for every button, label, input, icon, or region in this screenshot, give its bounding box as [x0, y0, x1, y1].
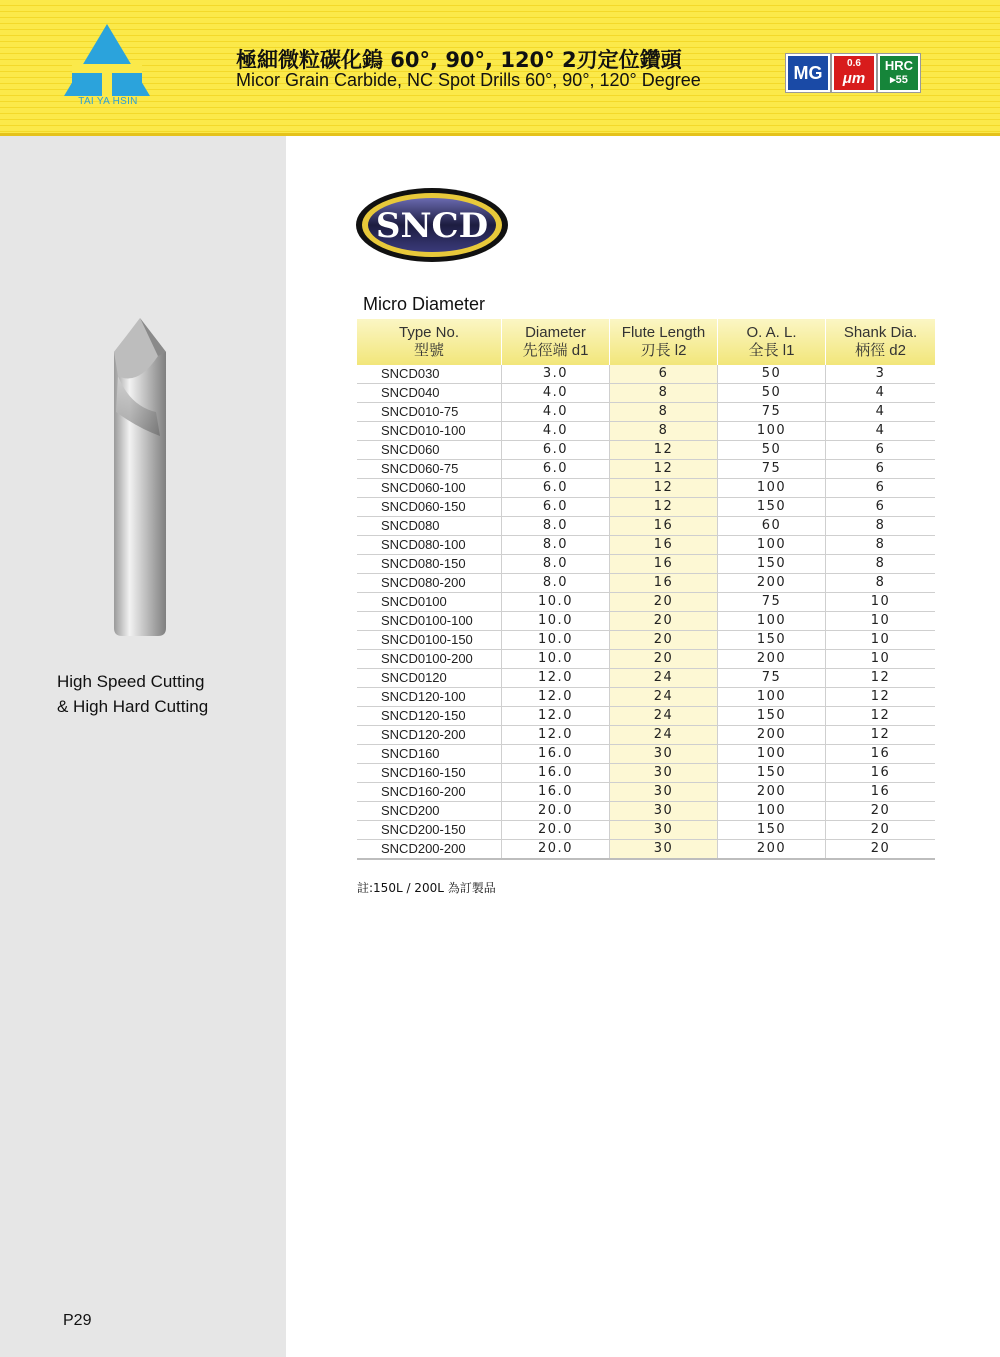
cell-oal: 100 [718, 479, 826, 498]
cell-diameter: 8.0 [502, 574, 610, 593]
table-row [357, 669, 935, 688]
cell-diameter: 12.0 [502, 669, 610, 688]
cell-shank: 16 [826, 783, 936, 802]
cell-oal: 100 [718, 422, 826, 441]
cell-oal: 50 [718, 441, 826, 460]
cell-shank: 8 [826, 536, 936, 555]
header-diameter-zh: 先徑端 d1 [522, 342, 589, 359]
header-type-zh: 型號 [413, 342, 444, 359]
cell-flute: 24 [610, 688, 718, 707]
cell-shank: 8 [826, 574, 936, 593]
cell-flute: 12 [610, 479, 718, 498]
footnote: 註:150L / 200L 為訂製品 [357, 881, 496, 895]
cell-shank: 6 [826, 460, 936, 479]
page-number: P29 [63, 1312, 92, 1329]
cell-type: SNCD060-100 [357, 479, 502, 498]
cell-shank: 20 [826, 802, 936, 821]
cell-flute: 16 [610, 574, 718, 593]
cell-oal: 100 [718, 745, 826, 764]
cell-flute: 24 [610, 726, 718, 745]
cell-type: SNCD0100-200 [357, 650, 502, 669]
cell-diameter: 4.0 [502, 403, 610, 422]
cell-oal: 75 [718, 593, 826, 612]
cell-diameter: 4.0 [502, 384, 610, 403]
cell-flute: 16 [610, 536, 718, 555]
header-type-en: Type No. [398, 324, 460, 341]
table-row [357, 840, 935, 860]
header-shank-en: Shank Dia. [843, 324, 918, 341]
cell-shank: 8 [826, 555, 936, 574]
cell-diameter: 4.0 [502, 422, 610, 441]
table-row [357, 745, 935, 764]
table-row [357, 593, 935, 612]
cell-type: SNCD040 [357, 384, 502, 403]
cell-oal: 100 [718, 802, 826, 821]
cell-diameter: 10.0 [502, 612, 610, 631]
cell-flute: 30 [610, 802, 718, 821]
cell-diameter: 6.0 [502, 441, 610, 460]
cell-diameter: 20.0 [502, 802, 610, 821]
cell-shank: 12 [826, 707, 936, 726]
cell-type: SNCD200 [357, 802, 502, 821]
table-row [357, 384, 935, 403]
header-oal [718, 319, 826, 365]
cell-oal: 150 [718, 555, 826, 574]
header-shank-zh: 柄徑 d2 [855, 342, 906, 359]
table-row [357, 365, 935, 384]
cell-type: SNCD120-200 [357, 726, 502, 745]
cell-flute: 12 [610, 460, 718, 479]
sncd-emblem [354, 186, 510, 264]
cell-shank: 10 [826, 593, 936, 612]
hrc-label: HRC [884, 58, 914, 73]
cell-oal: 60 [718, 517, 826, 536]
table-row [357, 650, 935, 669]
cell-oal: 50 [718, 365, 826, 384]
cell-shank: 3 [826, 365, 936, 384]
table-row [357, 517, 935, 536]
cell-type: SNCD010-75 [357, 403, 502, 422]
cell-flute: 20 [610, 612, 718, 631]
feature-line-2: & High Hard Cutting [57, 697, 209, 716]
table-row [357, 821, 935, 840]
cell-flute: 16 [610, 555, 718, 574]
table-row [357, 726, 935, 745]
table-row [357, 764, 935, 783]
cell-shank: 12 [826, 688, 936, 707]
cell-type: SNCD120-150 [357, 707, 502, 726]
cell-flute: 20 [610, 631, 718, 650]
cell-type: SNCD080-200 [357, 574, 502, 593]
cell-diameter: 10.0 [502, 631, 610, 650]
table-row [357, 802, 935, 821]
cell-type: SNCD160 [357, 745, 502, 764]
cell-type: SNCD060-150 [357, 498, 502, 517]
table-row [357, 688, 935, 707]
cell-flute: 30 [610, 840, 718, 860]
header-flute-zh: 刃長 l2 [640, 342, 687, 359]
spec-table [357, 319, 935, 860]
cell-flute: 8 [610, 422, 718, 441]
cell-diameter: 16.0 [502, 764, 610, 783]
grain-size-value: 0.6 [847, 58, 861, 69]
cell-diameter: 6.0 [502, 460, 610, 479]
emblem-text: SNCD [375, 206, 489, 246]
cell-oal: 75 [718, 403, 826, 422]
cell-flute: 30 [610, 821, 718, 840]
table-header-row [357, 319, 935, 365]
mg-badge: MG [786, 54, 830, 92]
cell-flute: 30 [610, 764, 718, 783]
cell-type: SNCD030 [357, 365, 502, 384]
table-row [357, 783, 935, 802]
cell-shank: 12 [826, 726, 936, 745]
cell-diameter: 20.0 [502, 821, 610, 840]
cell-flute: 30 [610, 745, 718, 764]
cell-shank: 16 [826, 745, 936, 764]
table-row [357, 460, 935, 479]
header-flute [610, 319, 718, 365]
cell-flute: 20 [610, 593, 718, 612]
cell-type: SNCD080 [357, 517, 502, 536]
cell-oal: 150 [718, 821, 826, 840]
header-diameter-en: Diameter [525, 324, 586, 341]
cell-flute: 16 [610, 517, 718, 536]
cell-diameter: 16.0 [502, 745, 610, 764]
cell-shank: 4 [826, 422, 936, 441]
cell-diameter: 6.0 [502, 479, 610, 498]
cell-flute: 8 [610, 384, 718, 403]
cell-oal: 150 [718, 707, 826, 726]
grain-size-unit: μm [842, 70, 866, 87]
cell-oal: 200 [718, 574, 826, 593]
cell-flute: 24 [610, 669, 718, 688]
table-row [357, 707, 935, 726]
cell-shank: 16 [826, 764, 936, 783]
cell-shank: 4 [826, 384, 936, 403]
cell-oal: 150 [718, 764, 826, 783]
cell-diameter: 8.0 [502, 517, 610, 536]
table-row [357, 612, 935, 631]
cell-oal: 75 [718, 669, 826, 688]
cell-type: SNCD010-100 [357, 422, 502, 441]
header-flute-en: Flute Length [621, 324, 706, 341]
cell-type: SNCD060-75 [357, 460, 502, 479]
cell-flute: 20 [610, 650, 718, 669]
header-oal-en: O. A. L. [746, 324, 797, 341]
cell-diameter: 6.0 [502, 498, 610, 517]
page-title-english: Micor Grain Carbide, NC Spot Drills 60°, 90°, 120° Degree [236, 70, 701, 90]
cell-type: SNCD200-150 [357, 821, 502, 840]
hrc-badge [878, 54, 920, 92]
cell-oal: 150 [718, 498, 826, 517]
cell-type: SNCD200-200 [357, 840, 502, 860]
table-row [357, 574, 935, 593]
table-row [357, 422, 935, 441]
cell-shank: 12 [826, 669, 936, 688]
cell-oal: 75 [718, 460, 826, 479]
cell-type: SNCD080-100 [357, 536, 502, 555]
table-row [357, 631, 935, 650]
cell-shank: 8 [826, 517, 936, 536]
page-title-chinese: 極細微粒碳化鎢 60°, 90°, 120° 2刃定位鑽頭 [236, 48, 682, 72]
cell-shank: 6 [826, 441, 936, 460]
cell-oal: 100 [718, 612, 826, 631]
cell-type: SNCD060 [357, 441, 502, 460]
cell-flute: 12 [610, 498, 718, 517]
cell-diameter: 12.0 [502, 707, 610, 726]
hrc-value: ▸55 [890, 74, 908, 86]
cell-type: SNCD0100-150 [357, 631, 502, 650]
table-body [357, 365, 935, 859]
cell-oal: 150 [718, 631, 826, 650]
cell-diameter: 3.0 [502, 365, 610, 384]
cell-oal: 50 [718, 384, 826, 403]
cell-type: SNCD0120 [357, 669, 502, 688]
cell-flute: 24 [610, 707, 718, 726]
cell-flute: 12 [610, 441, 718, 460]
cell-oal: 100 [718, 536, 826, 555]
cell-diameter: 8.0 [502, 555, 610, 574]
cell-shank: 10 [826, 650, 936, 669]
cell-flute: 30 [610, 783, 718, 802]
feature-text [57, 669, 208, 719]
cell-shank: 20 [826, 840, 936, 860]
cell-oal: 200 [718, 650, 826, 669]
cell-diameter: 12.0 [502, 688, 610, 707]
grain-size-badge [832, 54, 876, 92]
cell-flute: 6 [610, 365, 718, 384]
cell-shank: 4 [826, 403, 936, 422]
cell-diameter: 10.0 [502, 650, 610, 669]
feature-line-1: High Speed Cutting [57, 672, 205, 691]
cell-oal: 200 [718, 783, 826, 802]
table-row [357, 498, 935, 517]
cell-shank: 6 [826, 498, 936, 517]
table-row [357, 555, 935, 574]
cell-shank: 10 [826, 631, 936, 650]
header-type [357, 319, 502, 365]
cell-type: SNCD160-200 [357, 783, 502, 802]
cell-type: SNCD0100-100 [357, 612, 502, 631]
cell-type: SNCD0100 [357, 593, 502, 612]
table-row [357, 536, 935, 555]
cell-flute: 8 [610, 403, 718, 422]
cell-oal: 200 [718, 726, 826, 745]
header-shank [826, 319, 936, 365]
table-row [357, 479, 935, 498]
table-row [357, 441, 935, 460]
header-diameter [502, 319, 610, 365]
spot-drill-image [108, 316, 172, 638]
cell-diameter: 16.0 [502, 783, 610, 802]
cell-shank: 20 [826, 821, 936, 840]
cell-type: SNCD120-100 [357, 688, 502, 707]
cell-oal: 100 [718, 688, 826, 707]
logo-text: TAI YA HSIN [78, 96, 138, 107]
cell-oal: 200 [718, 840, 826, 860]
cell-shank: 10 [826, 612, 936, 631]
cell-shank: 6 [826, 479, 936, 498]
table-row [357, 403, 935, 422]
cell-type: SNCD080-150 [357, 555, 502, 574]
cell-diameter: 10.0 [502, 593, 610, 612]
cell-diameter: 12.0 [502, 726, 610, 745]
header-oal-zh: 全長 l1 [748, 342, 795, 359]
section-title: Micro Diameter [363, 294, 486, 314]
cell-diameter: 8.0 [502, 536, 610, 555]
cell-type: SNCD160-150 [357, 764, 502, 783]
cell-diameter: 20.0 [502, 840, 610, 860]
